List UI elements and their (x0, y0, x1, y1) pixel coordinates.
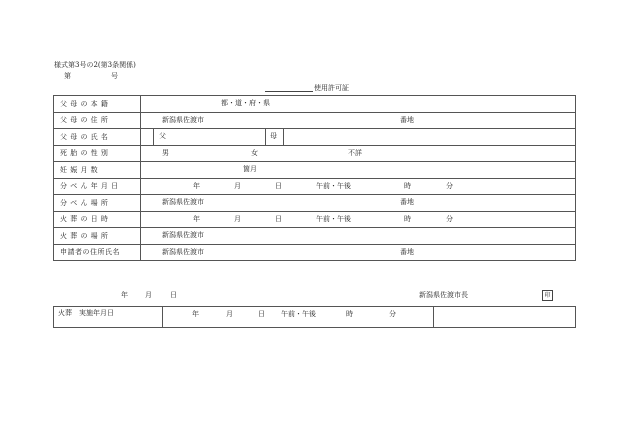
row-seibetsu (54, 145, 576, 162)
minute-unit: 分 (389, 310, 396, 318)
label-applicant: 申請者の住所氏名 (54, 244, 141, 261)
city-text: 新潟県佐渡市 (162, 198, 204, 206)
row-kaso-place (54, 228, 576, 245)
ampm-options[interactable]: 午前・午後 (316, 214, 351, 223)
city-text: 新潟県佐渡市 (162, 231, 204, 239)
issue-month-unit: 月 (145, 291, 152, 299)
label-bunben-date: 分 べ ん 年 月 日 (54, 178, 141, 195)
field-kaso-date[interactable] (141, 211, 576, 228)
banchi-text: 番地 (400, 247, 414, 256)
field-seibetsu[interactable] (141, 145, 576, 162)
issue-year-unit: 年 (121, 291, 128, 299)
row-applicant (54, 244, 576, 261)
cremation-label-text: 火葬 実施年月日 (58, 309, 114, 317)
label-shimei: 父 母 の 氏 名 (54, 129, 141, 146)
unknown-option[interactable]: 不詳 (348, 148, 362, 157)
permit-table (53, 95, 576, 261)
label-bunben-place: 分 べ ん 場 所 (54, 195, 141, 212)
label-seibetsu: 死 胎 の 性 別 (54, 145, 141, 162)
minute-unit: 分 (446, 181, 453, 190)
mayor-signature: 新潟県佐渡市長 (419, 291, 468, 299)
number-suffix: 号 (111, 72, 118, 80)
ampm-options[interactable]: 午前・午後 (316, 181, 351, 190)
label-kaso-place: 火 葬 の 場 所 (54, 228, 141, 245)
label-honseki: 父 母 の 本 籍 (54, 96, 141, 113)
page-title: 使用許可証 (314, 84, 349, 92)
prefecture-options: 都・道・府・県 (221, 99, 270, 107)
field-honseki[interactable] (141, 96, 576, 113)
female-option[interactable]: 女 (251, 148, 258, 157)
row-honseki (54, 96, 576, 113)
day-unit: 日 (275, 181, 282, 190)
row-cremation (54, 307, 576, 328)
mother-label: 母 (270, 132, 277, 140)
field-applicant[interactable] (141, 244, 576, 261)
row-shimei (54, 129, 576, 146)
label-ninshin: 妊 娠 月 数 (54, 162, 141, 179)
month-unit: 月 (226, 310, 233, 318)
minute-unit: 分 (446, 214, 453, 223)
month-unit: 月 (234, 181, 241, 190)
day-unit: 日 (258, 310, 265, 318)
ampm-options[interactable]: 午前・午後 (281, 310, 316, 318)
year-unit: 年 (192, 310, 199, 318)
year-unit: 年 (193, 181, 200, 190)
field-ninshin[interactable] (141, 162, 576, 179)
male-option[interactable]: 男 (162, 148, 169, 157)
month-unit: 月 (234, 214, 241, 223)
row-bunben-date (54, 178, 576, 195)
field-kaso-place[interactable] (141, 228, 576, 245)
form-number: 様式第3号の2(第3条関係) (54, 61, 136, 69)
field-jusho[interactable] (141, 112, 576, 129)
field-bunben-place[interactable] (141, 195, 576, 212)
field-shimei (141, 129, 576, 146)
row-kaso-date (54, 211, 576, 228)
city-text: 新潟県佐渡市 (162, 247, 204, 256)
banchi-text: 番地 (400, 198, 414, 206)
title-blank-line[interactable] (265, 91, 313, 92)
hour-unit: 時 (404, 214, 411, 223)
city-text: 新潟県佐渡市 (162, 115, 204, 124)
field-bunben-date[interactable] (141, 178, 576, 195)
number-prefix: 第 (64, 72, 71, 80)
label-kaso-date: 火 葬 の 日 時 (54, 211, 141, 228)
row-ninshin (54, 162, 576, 179)
row-bunben-place (54, 195, 576, 212)
field-cremation-extra[interactable] (434, 307, 576, 328)
row-jusho (54, 112, 576, 129)
label-jusho: 父 母 の 住 所 (54, 112, 141, 129)
month-unit: 箇月 (243, 165, 257, 173)
day-unit: 日 (275, 214, 282, 223)
issue-day-unit: 日 (170, 291, 177, 299)
year-unit: 年 (193, 214, 200, 223)
cremation-table (53, 306, 576, 328)
hour-unit: 時 (346, 310, 353, 318)
seal-stamp: 印 (542, 290, 553, 301)
banchi-text: 番地 (400, 115, 414, 124)
label-cremation (54, 307, 163, 328)
hour-unit: 時 (404, 181, 411, 190)
field-cremation-date[interactable] (163, 307, 434, 328)
father-label: 父 (159, 132, 166, 140)
